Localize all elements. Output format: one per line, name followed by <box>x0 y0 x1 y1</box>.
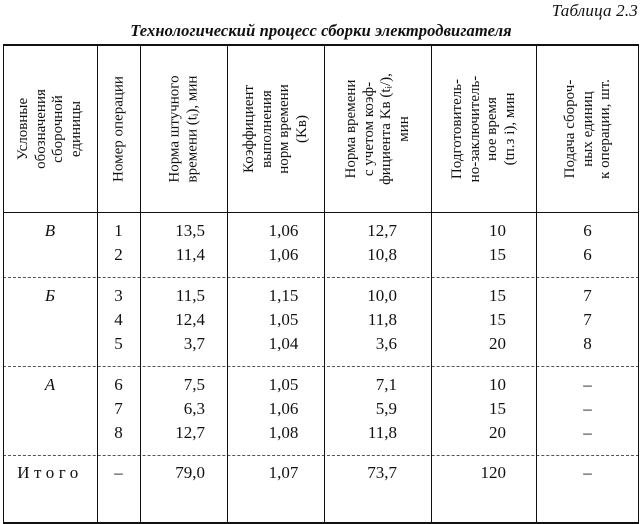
group-divider <box>3 366 639 367</box>
cell-feed: 6 <box>583 221 592 240</box>
cell-norm: 12,7 <box>175 423 205 442</box>
cell-prep: 20 <box>489 423 506 442</box>
column-divider <box>227 46 228 522</box>
unit-label: Б <box>44 286 56 305</box>
header-adj-column <box>324 46 431 211</box>
group-divider <box>3 277 639 278</box>
cell-op: 5 <box>114 334 123 353</box>
cell-adj: 3,6 <box>375 334 397 353</box>
header-text: Подача сбороч- ных единиц к операции, шт. <box>561 78 613 179</box>
cell-op: 2 <box>114 245 123 264</box>
column-divider <box>97 46 98 522</box>
header-text: Коэффициент выполнения норм времени (Kв) <box>240 83 309 174</box>
table-number: Таблица 2.3 <box>551 1 638 20</box>
cell-norm: 6,3 <box>183 399 205 418</box>
header-text: Норма времени с учетом коэф- фициента Kв (tᵢ/), мин <box>342 72 411 185</box>
header-operation-column <box>97 46 140 211</box>
cell-adj: 11,8 <box>367 423 397 442</box>
operations-table <box>3 44 639 524</box>
total-feed: – <box>583 463 592 482</box>
cell-norm: 11,5 <box>175 286 205 305</box>
cell-coef: 1,08 <box>268 423 299 442</box>
header-prep-column <box>431 46 536 211</box>
cell-norm: 3,7 <box>183 334 205 353</box>
column-divider <box>140 46 141 522</box>
cell-op: 1 <box>114 221 123 240</box>
cell-adj: 10,8 <box>367 245 397 264</box>
cell-adj: 7,1 <box>375 375 397 394</box>
cell-coef: 1,06 <box>268 221 299 240</box>
column-divider <box>3 46 4 522</box>
cell-coef: 1,06 <box>268 399 299 418</box>
cell-op: 3 <box>114 286 123 305</box>
cell-prep: 15 <box>489 245 506 264</box>
cell-feed: 7 <box>583 286 592 305</box>
cell-feed: 8 <box>583 334 592 353</box>
cell-norm: 11,4 <box>175 245 205 264</box>
cell-adj: 10,0 <box>367 286 397 305</box>
cell-coef: 1,05 <box>268 310 299 329</box>
unit-label: А <box>44 375 56 394</box>
cell-op: 4 <box>114 310 123 329</box>
cell-coef: 1,04 <box>268 334 299 353</box>
column-divider <box>431 46 432 522</box>
header-text: Номер операции <box>109 75 126 182</box>
header-feed-column <box>536 46 639 211</box>
cell-coef: 1,15 <box>268 286 299 305</box>
cell-op: 7 <box>114 399 123 418</box>
cell-adj: 11,8 <box>367 310 397 329</box>
column-divider <box>638 46 639 522</box>
cell-norm: 12,4 <box>175 310 205 329</box>
cell-prep: 15 <box>489 399 506 418</box>
cell-op: 8 <box>114 423 123 442</box>
total-coef: 1,07 <box>268 463 299 482</box>
column-divider <box>536 46 537 522</box>
header-norm-column <box>140 46 227 211</box>
cell-norm: 13,5 <box>175 221 205 240</box>
cell-adj: 12,7 <box>367 221 397 240</box>
cell-adj: 5,9 <box>375 399 397 418</box>
total-norm: 79,0 <box>175 463 205 482</box>
header-unit-column <box>3 46 97 211</box>
total-adj: 73,7 <box>367 463 397 482</box>
header-text: Подготовитель- но-заключитель- ное время (tп.з i), мин <box>448 75 517 182</box>
cell-feed: 7 <box>583 310 592 329</box>
cell-feed: 6 <box>583 245 592 264</box>
cell-feed: – <box>583 423 592 442</box>
header-coef-column <box>227 46 324 211</box>
cell-prep: 10 <box>489 375 506 394</box>
total-prep: 120 <box>480 463 506 482</box>
cell-coef: 1,06 <box>268 245 299 264</box>
cell-op: 6 <box>114 375 123 394</box>
header-text: Норма штучного времени (tᵢ), мин <box>166 74 200 183</box>
header-text: Условные обозначения сборочной единицы <box>15 88 84 169</box>
cell-prep: 20 <box>489 334 506 353</box>
cell-prep: 15 <box>489 310 506 329</box>
header-divider <box>3 212 639 213</box>
cell-feed: – <box>583 375 592 394</box>
cell-prep: 10 <box>489 221 506 240</box>
table-title: Технологический процесс сборки электродвигателя <box>130 21 512 40</box>
total-op: – <box>114 463 123 482</box>
cell-feed: – <box>583 399 592 418</box>
group-divider <box>3 455 639 456</box>
total-label: Итого <box>17 463 83 482</box>
column-divider <box>324 46 325 522</box>
unit-label: В <box>44 221 56 240</box>
cell-coef: 1,05 <box>268 375 299 394</box>
cell-prep: 15 <box>489 286 506 305</box>
cell-norm: 7,5 <box>183 375 205 394</box>
